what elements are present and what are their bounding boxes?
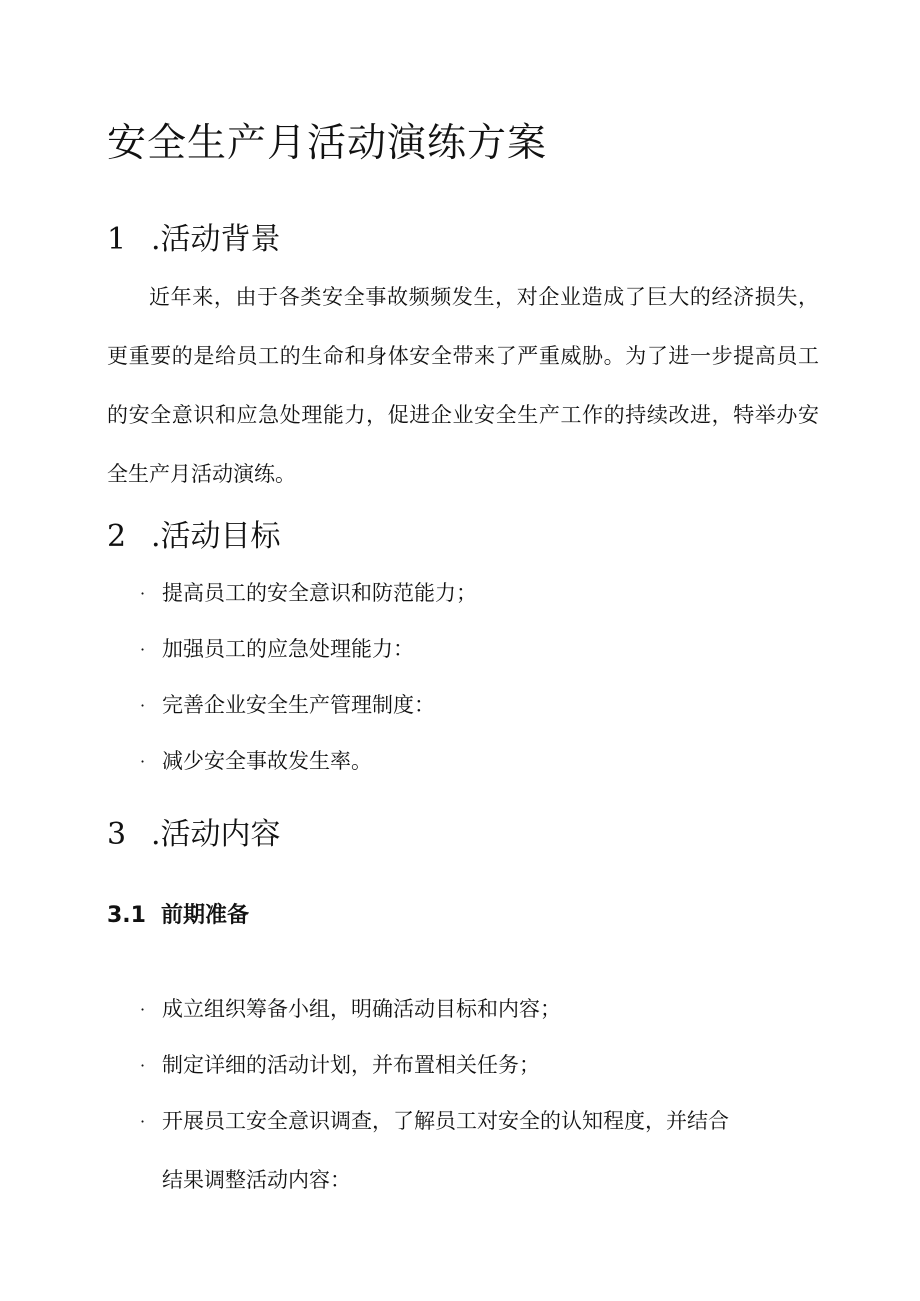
section-3-heading bbox=[107, 809, 281, 853]
section-2-title: .活动目标 bbox=[151, 519, 281, 554]
list-item-text: 开展员工安全意识调查，了解员工对安全的认知程度，并结合结果调整活动内容： bbox=[162, 1109, 729, 1192]
list-item bbox=[140, 676, 780, 735]
section-1-number: 1 bbox=[107, 222, 127, 257]
document-title: 安全生产月活动演练方案 bbox=[107, 121, 548, 166]
section-2-number: 2 bbox=[107, 519, 127, 554]
bullet-dot: · bbox=[140, 1112, 146, 1131]
list-item bbox=[140, 1092, 740, 1210]
bullet-dot: · bbox=[140, 696, 146, 715]
bullet-dot: · bbox=[140, 752, 146, 771]
section-1-heading bbox=[107, 214, 281, 258]
section-3-title: .活动内容 bbox=[151, 817, 281, 852]
bullet-dot: · bbox=[140, 1000, 146, 1019]
subsection-3-1-title: 前期准备 bbox=[161, 903, 250, 928]
bullet-dot: · bbox=[140, 640, 146, 659]
list-item-text: 完善企业安全生产管理制度： bbox=[162, 693, 435, 717]
bullet-dot: · bbox=[140, 584, 146, 603]
list-item-text: 加强员工的应急处理能力： bbox=[162, 637, 414, 661]
list-item bbox=[140, 1036, 780, 1095]
list-item-text: 减少安全事故发生率。 bbox=[162, 749, 372, 773]
list-item bbox=[140, 732, 780, 791]
subsection-3-1-number: 3.1 bbox=[107, 903, 146, 928]
list-item-text: 成立组织筹备小组，明确活动目标和内容； bbox=[162, 997, 561, 1021]
section-2-heading bbox=[107, 511, 281, 555]
list-item-text: 提高员工的安全意识和防范能力； bbox=[162, 581, 477, 605]
list-item-text: 制定详细的活动计划，并布置相关任务； bbox=[162, 1053, 540, 1077]
section-1-title: .活动背景 bbox=[151, 222, 281, 257]
list-item bbox=[140, 564, 780, 623]
subsection-3-1-heading bbox=[107, 898, 249, 929]
list-item bbox=[140, 620, 780, 679]
section-3-number: 3 bbox=[107, 817, 127, 852]
list-item bbox=[140, 980, 780, 1039]
section-1-paragraph: 近年来，由于各类安全事故频频发生，对企业造成了巨大的经济损失，更重要的是给员工的生命和身体安全带来了严重威胁。为了进一步提高员工的安全意识和应急处理能力，促进企业安全生产工作的持续改进，特举办安全生产月活动演练。 bbox=[107, 285, 819, 486]
bullet-dot: · bbox=[140, 1056, 146, 1075]
